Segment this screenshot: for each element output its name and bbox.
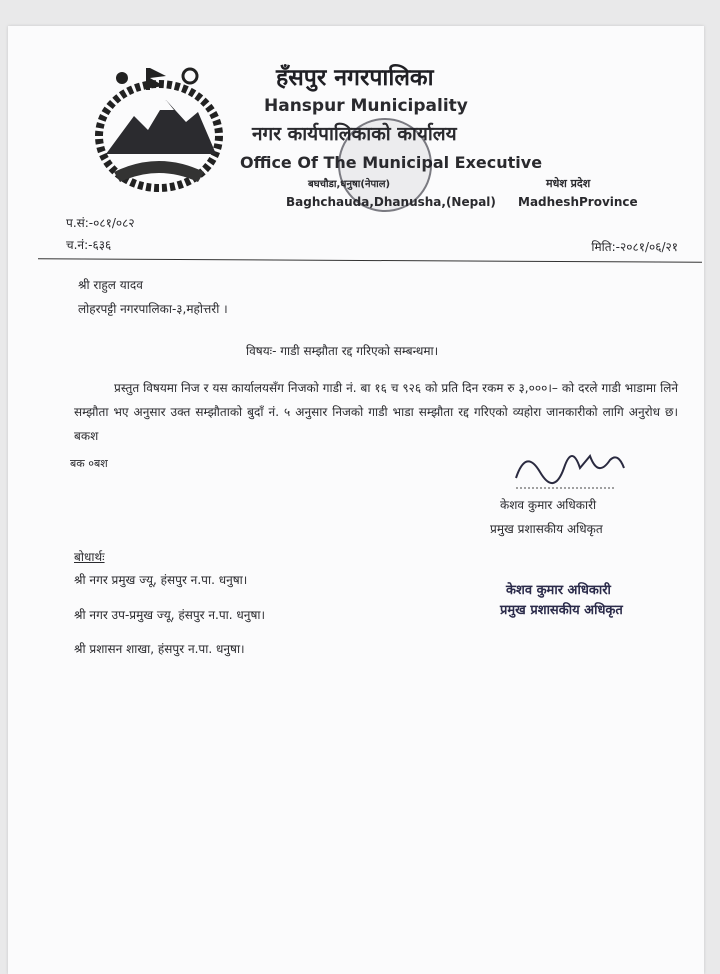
letter-subject: विषयः- गाडी सम्झौता रद्द गरिएको सम्बन्धमा। xyxy=(246,344,439,358)
header-divider xyxy=(38,258,702,262)
municipality-name-nepali: हँसपुर नगरपालिका xyxy=(276,65,434,91)
bodharth-label: बोधार्थः xyxy=(74,550,105,564)
province-nepali: मधेश प्रदेश xyxy=(546,177,591,190)
address-english: Baghchauda,Dhanusha,(Nepal) xyxy=(286,195,496,209)
cc-item: श्री प्रशासन शाखा, हंसपुर न.पा. धनुषा। xyxy=(74,642,245,656)
letter-page xyxy=(8,26,704,974)
letter-body: प्रस्तुत विषयमा निज र यस कार्यालयसँग निजको गाडी नं. बा १६ च ९२६ को प्रति दिन रकम रु ३,०००।– को दरले गाडी भाडामा लिने सम्झौता भए अनुसार उक्त सम्झौताको बुदाँ नं. ५ अनुसार निजको गाडी भाडा सम्झौता रद्द गरिएको व्यहोरा जानकारीको लागि अनुरोध छ। बकश xyxy=(74,381,678,443)
nepal-emblem-logo xyxy=(86,64,232,196)
cc-item: श्री नगर उप-प्रमुख ज्यू, हंसपुर न.पा. धनुषा। xyxy=(74,608,266,622)
stamp-title: प्रमुख प्रशासकीय अधिकृत xyxy=(500,603,623,618)
recipient-name: श्री राहुल यादव xyxy=(78,278,143,292)
cc-item: श्री नगर प्रमुख ज्यू, हंसपुर न.पा. धनुषा। xyxy=(74,573,248,587)
signature-scribble xyxy=(506,438,636,498)
patra-sankhya: प.सं:-०८१/०८२ xyxy=(66,216,135,230)
signatory-name: केशव कुमार अधिकारी xyxy=(500,498,597,512)
address-nepali: बघचौडा,धनुषा(नेपाल) xyxy=(308,179,391,190)
office-name-nepali: नगर कार्यपालिकाको कार्यालय xyxy=(252,123,457,145)
office-name-english: Office Of The Municipal Executive xyxy=(240,153,543,172)
chalani-number: च.नं:-६३६ xyxy=(66,238,112,252)
letter-date: मिति:-२०८१/०६/२१ xyxy=(591,240,678,254)
municipality-name-english: Hanspur Municipality xyxy=(264,96,468,116)
province-english: MadheshProvince xyxy=(518,195,638,209)
signatory-title: प्रमुख प्रशासकीय अधिकृत xyxy=(490,522,603,536)
handwritten-note: बक ०बश xyxy=(70,457,108,470)
stamp-name: केशव कुमार अधिकारी xyxy=(506,583,611,598)
recipient-address: लोहरपट्टी नगरपालिका-३,महोत्तरी । xyxy=(78,302,228,316)
